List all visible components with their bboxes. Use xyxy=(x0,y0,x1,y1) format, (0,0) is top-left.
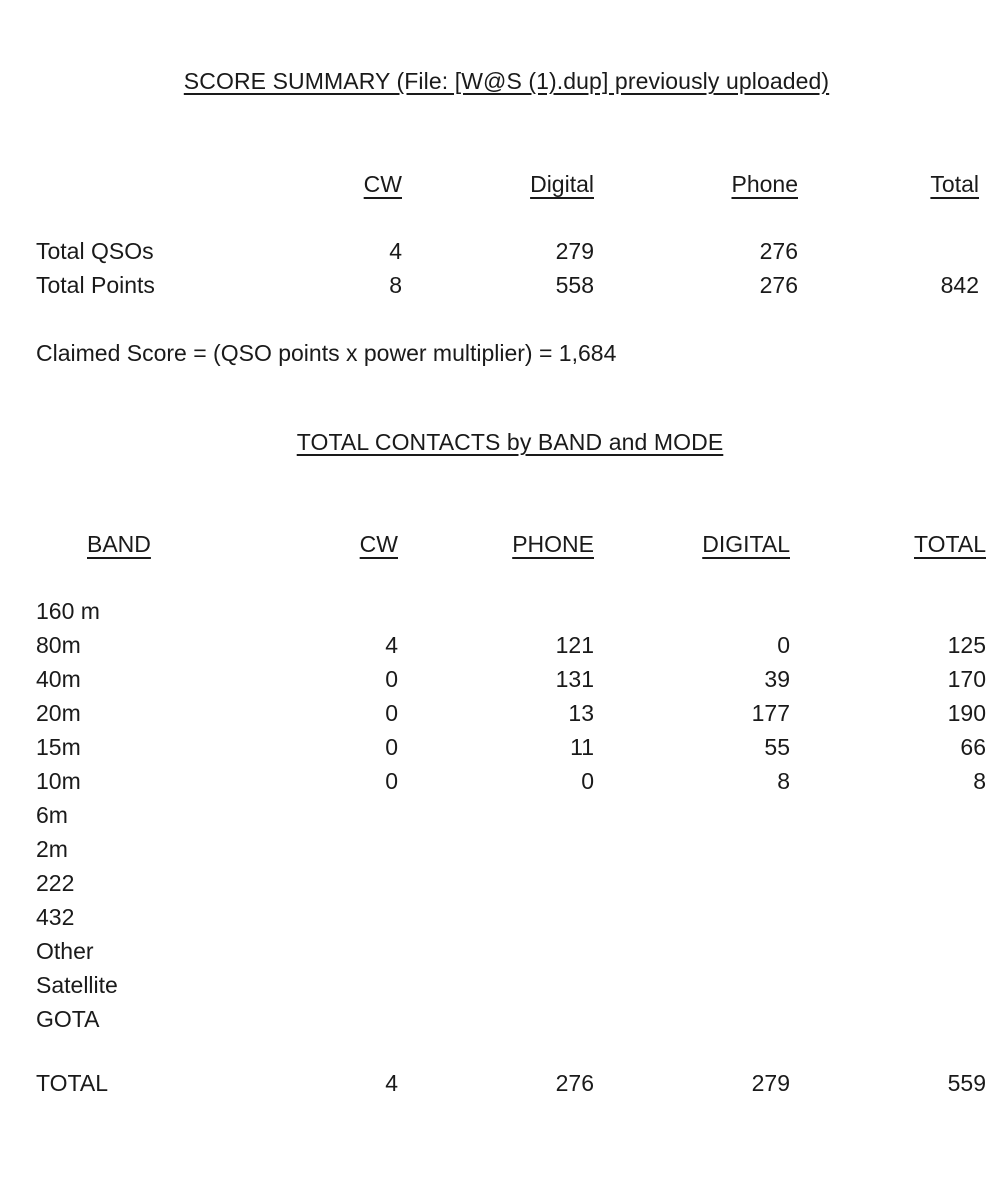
band-cell: 0 xyxy=(385,768,398,794)
contacts-header-digital: DIGITAL xyxy=(702,531,790,557)
band-cell: 0 xyxy=(581,768,594,794)
band-label: Satellite xyxy=(36,972,118,998)
band-cell: 66 xyxy=(960,734,986,760)
band-label: 20m xyxy=(36,700,81,726)
band-cell: 39 xyxy=(764,666,790,692)
summary-header-total: Total xyxy=(930,171,979,197)
contacts-total-cell: 559 xyxy=(947,1070,986,1096)
band-cell: 125 xyxy=(947,632,986,658)
band-label: 222 xyxy=(36,870,75,896)
band-cell: 0 xyxy=(385,666,398,692)
contacts-header-phone: PHONE xyxy=(512,531,594,557)
contacts-title: TOTAL CONTACTS by BAND and MODE xyxy=(296,429,724,455)
band-cell: 4 xyxy=(385,632,398,658)
contacts-total-cell: 4 xyxy=(385,1070,398,1096)
band-cell: 170 xyxy=(947,666,986,692)
band-label: Other xyxy=(36,938,94,964)
band-label: 80m xyxy=(36,632,81,658)
band-cell: 190 xyxy=(947,700,986,726)
summary-header-phone: Phone xyxy=(731,171,798,197)
band-cell: 8 xyxy=(973,768,986,794)
band-label: 2m xyxy=(36,836,68,862)
band-cell: 11 xyxy=(570,734,594,760)
band-label: 15m xyxy=(36,734,81,760)
band-label: 432 xyxy=(36,904,75,930)
summary-cell: 4 xyxy=(389,238,402,264)
summary-header-digital: Digital xyxy=(530,171,594,197)
band-cell: 121 xyxy=(555,632,594,658)
band-cell: 0 xyxy=(385,700,398,726)
contacts-total-cell: 279 xyxy=(751,1070,790,1096)
band-label: 160 m xyxy=(36,598,100,624)
summary-header-cw: CW xyxy=(363,171,402,197)
contacts-total-label: TOTAL xyxy=(36,1070,108,1096)
score-summary-title: SCORE SUMMARY (File: [W@S (1).dup] previously uploaded) xyxy=(183,68,830,94)
band-label: 10m xyxy=(36,768,81,794)
contacts-total-cell: 276 xyxy=(555,1070,594,1096)
summary-cell: 276 xyxy=(759,238,798,264)
summary-row-label: Total QSOs xyxy=(36,238,154,264)
contacts-header-band: BAND xyxy=(87,531,151,557)
contacts-header-cw: CW xyxy=(359,531,398,557)
band-label: 6m xyxy=(36,802,68,828)
summary-cell: 558 xyxy=(555,272,594,298)
contacts-header-total: TOTAL xyxy=(914,531,986,557)
band-cell: 0 xyxy=(385,734,398,760)
summary-cell: 842 xyxy=(940,272,979,298)
band-cell: 13 xyxy=(568,700,594,726)
summary-row-label: Total Points xyxy=(36,272,155,298)
band-cell: 0 xyxy=(777,632,790,658)
band-cell: 177 xyxy=(751,700,790,726)
band-cell: 55 xyxy=(764,734,790,760)
claimed-score: Claimed Score = (QSO points x power multiplier) = 1,684 xyxy=(36,340,617,366)
summary-cell: 8 xyxy=(389,272,402,298)
band-cell: 131 xyxy=(555,666,594,692)
summary-cell: 279 xyxy=(555,238,594,264)
band-cell: 8 xyxy=(777,768,790,794)
band-label: 40m xyxy=(36,666,81,692)
summary-cell: 276 xyxy=(759,272,798,298)
band-label: GOTA xyxy=(36,1006,100,1032)
